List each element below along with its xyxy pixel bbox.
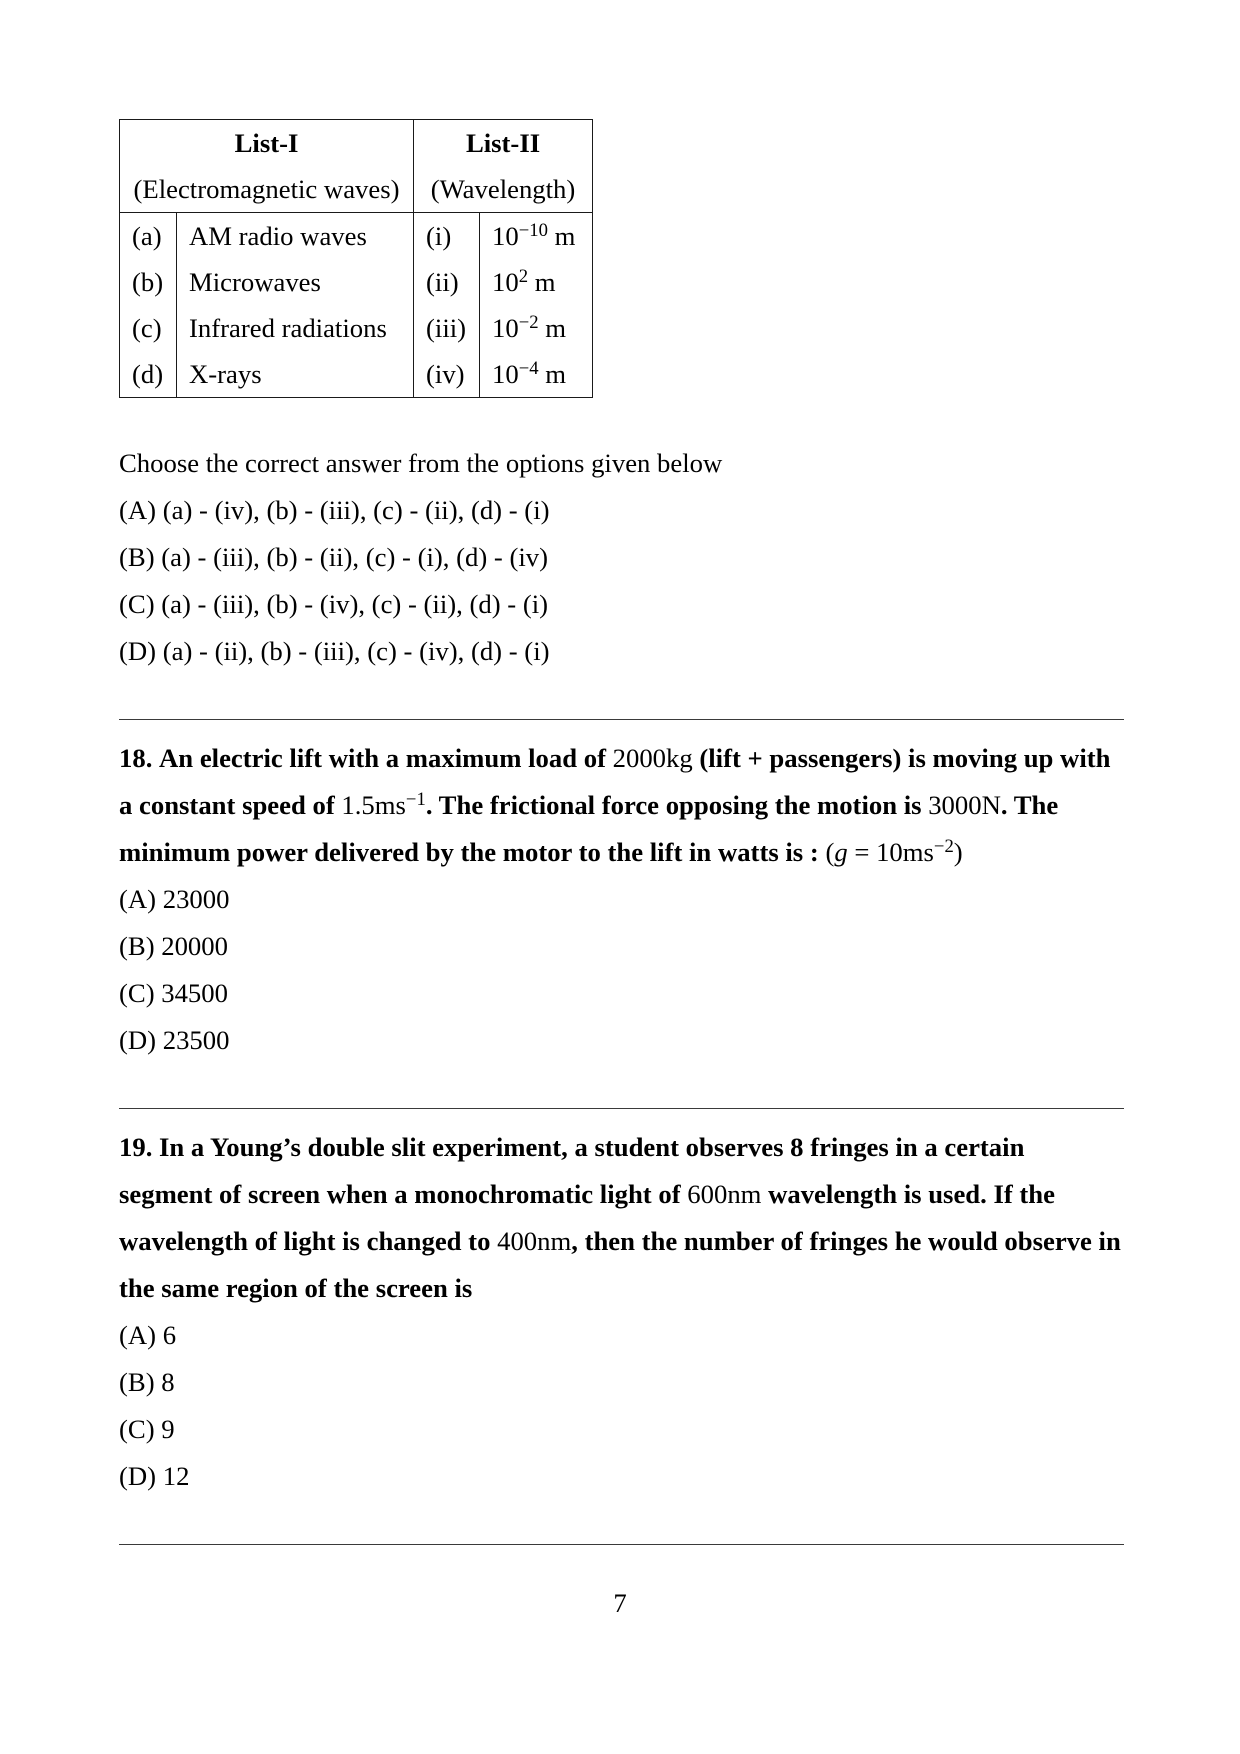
option-c: (C) (a) - (iii), (b) - (iv), (c) - (ii), (d) - (i) [119,589,549,619]
stem-text: (lift + passengers) is moving up with [692,743,1111,773]
value-exponent: −10 [518,220,548,242]
list-1-item: X-rays [189,359,262,389]
math-exponent: −2 [933,836,954,858]
list-2-header: List-II [414,120,593,167]
value-base: 10 [492,359,519,389]
table-row [120,351,593,398]
value-exponent: −4 [518,358,539,380]
stem-text: An electric lift with a maximum load of [159,743,613,773]
value-unit: m [534,267,556,297]
value-unit: m [545,313,567,343]
question-number: 18. [119,743,153,773]
list-1-item: Microwaves [189,267,321,297]
stem-text: minimum power delivered by the motor to the lift in watts is : [119,837,826,867]
section-divider [119,1108,1124,1109]
table-row [120,213,593,260]
stem-text: a constant speed of [119,790,342,820]
stem-text: In a Young’s double slit experiment, a student observes 8 fringes in a certain [159,1132,1025,1162]
option-d: (D) (a) - (ii), (b) - (iii), (c) - (iv), (d) - (i) [119,636,550,666]
math-wavelength: 400nm [497,1226,572,1256]
math-paren-open: ( [825,837,835,867]
question-stem-line [119,1124,1121,1171]
value-unit: m [545,359,567,389]
value-base: 10 [492,313,519,343]
math-exponent: −1 [405,789,426,811]
list-1-label: (a) [120,213,177,260]
option-c: (C) 9 [119,1414,175,1444]
option-a: (A) (a) - (iv), (b) - (iii), (c) - (ii), (d) - (i) [119,495,550,525]
option-c: (C) 34500 [119,978,228,1008]
table-header-row [120,120,593,167]
value-base: 10 [492,221,519,251]
match-the-list-table [119,119,593,398]
question-stem-line [119,1171,1121,1218]
table-row [120,305,593,351]
list-2-label: (iii) [414,305,480,351]
section-divider [119,1544,1124,1545]
list-2-value [480,259,593,305]
question-17-options [119,440,722,675]
list-2-label: (iv) [414,351,480,398]
stem-text: wavelength is used. If the [761,1179,1055,1209]
stem-text: . The frictional force opposing the motion is [425,790,929,820]
answer-instruction: Choose the correct answer from the options given below [119,448,723,478]
math-wavelength: 600nm [687,1179,762,1209]
stem-text: . The [1000,790,1059,820]
math-force: 3000N [928,790,1001,820]
table-subheader-row [120,166,593,213]
list-2-label: (ii) [414,259,480,305]
value-base: 10 [492,267,519,297]
list-2-value [480,351,593,398]
option-a: (A) 23000 [119,884,230,914]
option-b: (B) (a) - (iii), (b) - (ii), (c) - (i), (d) - (iv) [119,542,549,572]
list-2-value [480,305,593,351]
option-a: (A) 6 [119,1320,177,1350]
math-paren-close: ) [953,837,963,867]
option-d: (D) 12 [119,1461,190,1491]
value-exponent: −2 [518,312,539,334]
value-exponent: 2 [518,266,529,288]
option-d: (D) 23500 [119,1025,230,1055]
question-19 [119,1124,1121,1500]
list-1-label: (c) [120,305,177,351]
math-variable-g: g [834,837,848,867]
list-1-label: (b) [120,259,177,305]
math-speed: 1.5ms [341,790,406,820]
option-b: (B) 20000 [119,931,228,961]
stem-text: , then the number of fringes he would observe in [571,1226,1121,1256]
list-1-item: AM radio waves [189,221,367,251]
list-2-subheader: (Wavelength) [414,166,593,213]
list-2-label: (i) [414,213,480,260]
question-stem-line [119,735,1110,782]
list-1-item: Infrared radiations [189,313,387,343]
question-number: 19. [119,1132,153,1162]
question-stem-line [119,782,1110,829]
list-2-value [480,213,593,260]
option-b: (B) 8 [119,1367,175,1397]
list-1-subheader: (Electromagnetic waves) [120,166,414,213]
list-1-label: (d) [120,351,177,398]
list-1-header: List-I [234,128,299,158]
stem-text: wavelength of light is changed to [119,1226,498,1256]
question-stem-line: the same region of the screen is [119,1273,473,1303]
page-number: 7 [613,1588,627,1618]
question-stem-line [119,829,1110,876]
question-stem-line [119,1218,1121,1265]
section-divider [119,719,1124,720]
stem-text: segment of screen when a monochromatic light of [119,1179,688,1209]
math-gravity-value: = 10ms [847,837,934,867]
value-unit: m [554,221,576,251]
question-18 [119,735,1110,1064]
math-mass: 2000kg [612,743,693,773]
table-row [120,259,593,305]
